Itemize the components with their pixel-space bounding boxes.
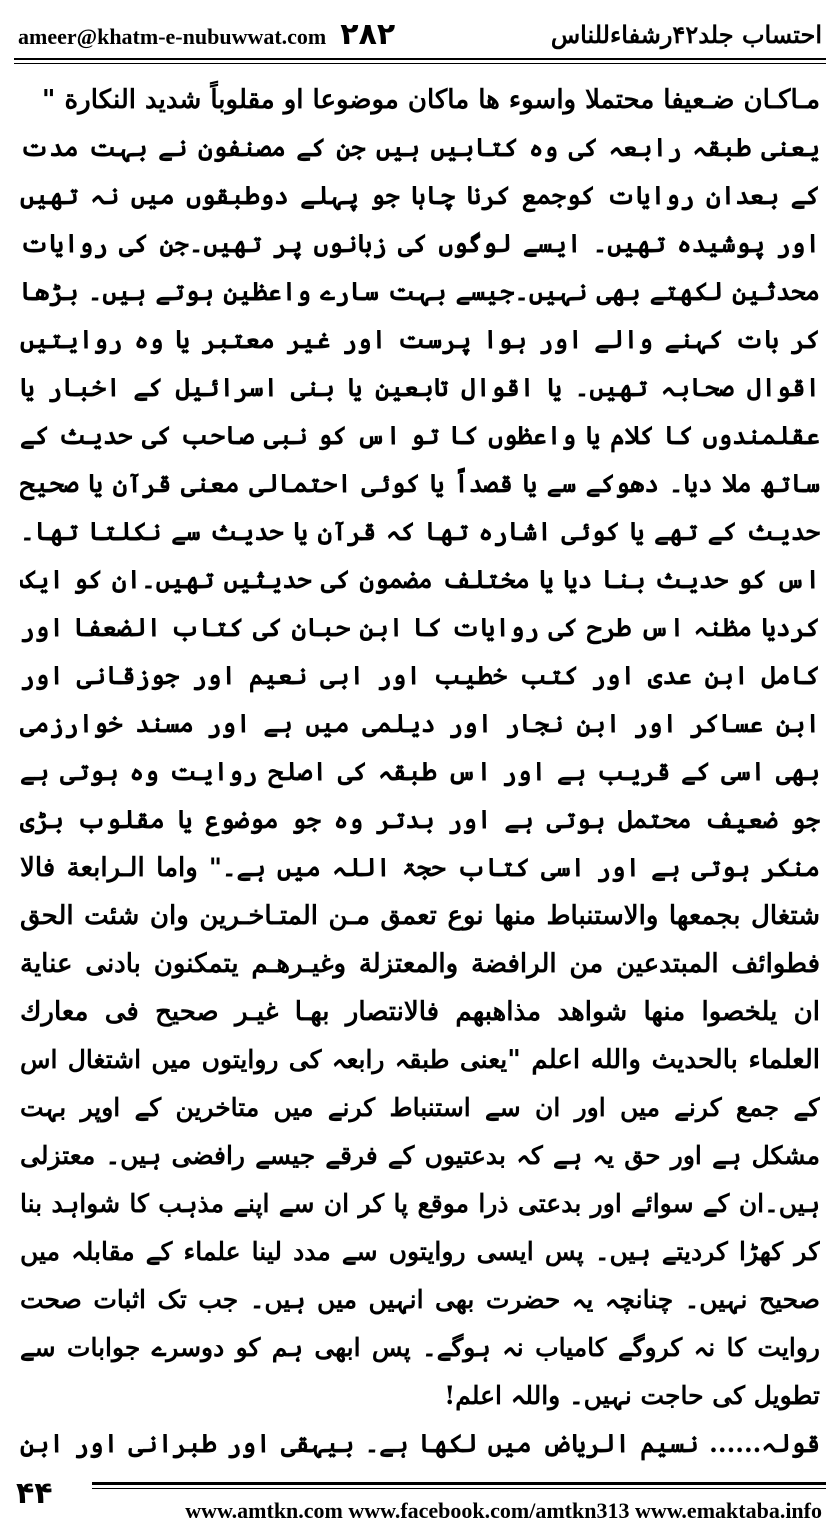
urdu-text-1: یعنی طبقہ رابعہ کی وہ کتابیں ہیں جن کے مصنفون نے بہت مدت کے بعدان روایات کوجمع کرنا چاہا جو پہلے دوطبقوں میں نہ تھیں اور پوشیدہ تھیں۔ ایسے لوگوں کی زبانوں پر تھیں۔جن کی روایات محدثین لکھتے بھی نہیں۔جیسے بہت سارے واعظین ہوتے ہیں۔ بڑھا کر بات کہنے والے اور ہوا پرست اور غیر معتبر یا وہ روایتیں اقوال صحابہ تھیں۔ یا اقوال تابعین یا بنی اسرائیل کے اخبار یا عقلمندوں کا کلام یا واعظوں کا تو اس کو نبی صاحب کی حدیث کے ساتھ ملا دیا۔ دھوکے سے یا قصداً یا کوئی احتمالی معنی قرآن یا صحیح حدیث کے تھے یا کوئی اشارہ تھا کہ قرآن یا حدیث سے نکلتا تھا۔اس کو حدیث بنا دیا یا مختلف مضمون کی حدیثیں تھیں۔ان کو ایک کردیا مظنہ اس طرح کی روایات کا ابن حبان کی کتاب الضعفا اور کامل ابن عدی اور کتب خطیب اور ابی نعیم اور جوزقانی اور ابن عساکر اور ابن نجار اور دیلمی میں ہے اور مسند خوارزمی بھی اسی کے قریب ہے اور اس طبقہ کی اصلح روایت وہ ہوتی ہے جو ضعیف محتمل ہوتی ہے اور بدتر وہ جو موضوع یا مقلوب بڑی منکر ہوتی ہے اور اسی کتاب حجۃ اللہ میں ہے۔" (20, 133, 820, 882)
footer-rule-thick (92, 1482, 826, 1485)
header-running-title: احتساب جلد۴۲رشفاءللناس (550, 19, 822, 49)
footer-links[interactable]: www.amtkn.com www.facebook.com/amtkn313 www.emaktaba.info (185, 1498, 822, 1523)
page-body (20, 76, 820, 1468)
urdu-text-2: یعنی طبقہ رابعہ کی روایتوں میں اشتغال اس کے جمع کرنے میں اور ان سے استنباط کرنے میں متاخرین کے اوپر بہت مشکل ہے اور حق یہ ہے کہ بدعتیوں کے فرقے جیسے رافضی ہیں۔ معتزلی ہیں۔ان کے سوائے اور بدعتی ذرا موقع پا کر ان سے اپنے مذہب کا شواہد بنا کر کھڑا کردیتے ہیں۔ پس ایسی روایتوں سے مدد لینا علماء کے مقابلہ میں صحیح نہیں۔ چنانچہ یہ حضرت بھی انہیں میں ہیں۔ جب تک اثبات صحت روایت کا نہ کروگے کامیاب نہ ہوگے۔ پس ابھی ہم کو دوسرے جوابات سے تطویل کی حاجت نہیں۔ (20, 1045, 820, 1410)
urdu-text-2-end: واللہ اعلم! (444, 1381, 561, 1410)
header-page-number: ۲۸۲ (340, 16, 396, 52)
qaulu-label: قولہ...... (709, 1429, 820, 1458)
header-rule-thin (14, 63, 826, 64)
page-footer (14, 1476, 826, 1530)
header-left (18, 17, 395, 52)
header-email[interactable]: ameer@khatm-e-nubuwwat.com (18, 23, 327, 49)
footer-page-number: ۴۴ (16, 1476, 53, 1511)
arabic-quote-2: واما الـرابعة فالا شتغال بجمعها والاستنباط منها نوع تعمق مـن المتـاخـرين وان شئت الحق فطوائف المبتدعين من الرافضة والمعتزلة وغيـرهـم يتمكنون بادنى عناية ان يلخصوا منها شواهد مذاهبهم فالانتصار بهـا غيـر صحيح فى معارك العلماء بالحديث والله اعلم " (20, 853, 820, 1075)
arabic-quote-end: مـاكـان ضـعيفا محتملا واسوء ها ماكان موضوعا او مقلوباً شديد النكارة " (41, 85, 820, 115)
urdu-paragraph-1 (20, 124, 820, 1420)
footer-rule-thin (92, 1488, 826, 1489)
footer-rules (92, 1482, 826, 1489)
qaulu-paragraph (20, 1420, 820, 1468)
qaulu-text: نسیم الریاض میں لکھا ہے۔ بیہقی اور طبرانی اور ابن (20, 1429, 699, 1458)
page-header (18, 12, 822, 56)
header-rule (14, 58, 826, 60)
